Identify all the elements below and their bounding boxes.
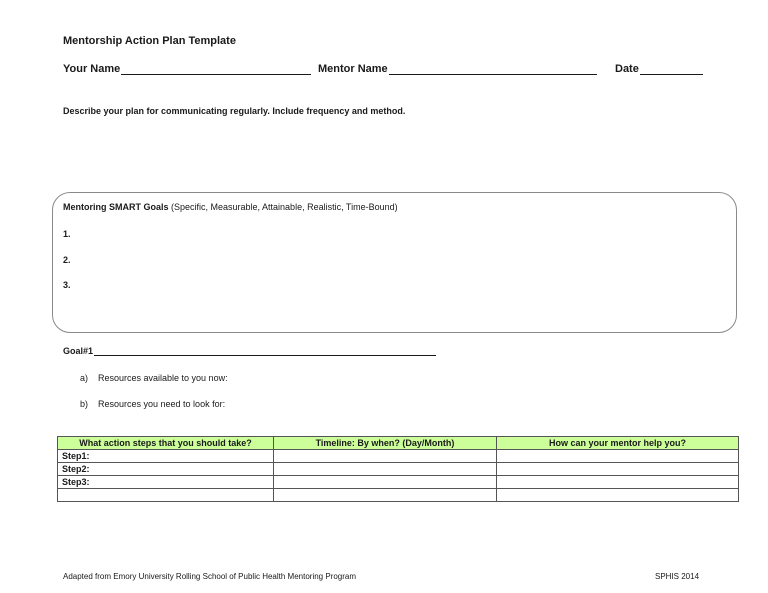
table-row — [58, 463, 739, 476]
date-field[interactable] — [615, 63, 703, 75]
mentor-help-cell[interactable] — [497, 463, 739, 476]
column-header-timeline: Timeline: By when? (Day/Month) — [274, 437, 497, 450]
timeline-cell[interactable] — [274, 463, 497, 476]
mentor-help-cell[interactable] — [497, 476, 739, 489]
step-cell[interactable]: Step1: — [58, 450, 274, 463]
step-cell[interactable]: Step2: — [58, 463, 274, 476]
smart-goal-item-3: 3. — [63, 280, 71, 290]
your-name-blank[interactable] — [121, 64, 311, 75]
smart-goals-heading-bold: Mentoring SMART Goals — [63, 202, 169, 212]
step-cell[interactable] — [58, 489, 274, 502]
your-name-label: Your Name — [63, 63, 121, 75]
column-header-action-steps: What action steps that you should take? — [58, 437, 274, 450]
smart-goals-heading-note: (Specific, Measurable, Attainable, Realistic, Time-Bound) — [168, 202, 398, 212]
resources-available-text: Resources available to you now: — [98, 373, 228, 383]
list-marker: b) — [80, 399, 89, 409]
mentor-name-field[interactable] — [318, 63, 597, 75]
table-row — [58, 489, 739, 502]
list-marker: a) — [80, 373, 89, 383]
timeline-cell[interactable] — [274, 489, 497, 502]
resources-needed-item — [80, 399, 225, 409]
footer-code: SPHIS 2014 — [655, 572, 700, 581]
communication-prompt: Describe your plan for communicating regularly. Include frequency and method. — [63, 106, 406, 116]
goal-1-field[interactable] — [63, 346, 436, 356]
table-header-row — [58, 437, 739, 450]
date-blank[interactable] — [640, 64, 703, 75]
resources-needed-text: Resources you need to look for: — [98, 399, 226, 409]
table-row — [58, 450, 739, 463]
smart-goals-heading — [63, 202, 398, 212]
smart-goal-item-2: 2. — [63, 255, 71, 265]
your-name-field[interactable] — [63, 63, 311, 75]
action-plan-table — [57, 436, 739, 502]
step-cell[interactable]: Step3: — [58, 476, 274, 489]
mentor-help-cell[interactable] — [497, 450, 739, 463]
goal-1-label: Goal#1 — [63, 346, 94, 356]
table-row — [58, 476, 739, 489]
smart-goal-item-1: 1. — [63, 229, 71, 239]
timeline-cell[interactable] — [274, 476, 497, 489]
mentor-name-label: Mentor Name — [318, 63, 388, 75]
date-label: Date — [615, 63, 639, 75]
mentor-help-cell[interactable] — [497, 489, 739, 502]
goal-1-blank[interactable] — [94, 346, 436, 356]
resources-available-item — [80, 373, 228, 383]
column-header-mentor-help: How can your mentor help you? — [497, 437, 739, 450]
timeline-cell[interactable] — [274, 450, 497, 463]
mentor-name-blank[interactable] — [389, 64, 597, 75]
document-title: Mentorship Action Plan Template — [63, 35, 236, 47]
footer-attribution: Adapted from Emory University Rolling School of Public Health Mentoring Program — [63, 572, 357, 581]
smart-goals-box — [52, 192, 737, 333]
